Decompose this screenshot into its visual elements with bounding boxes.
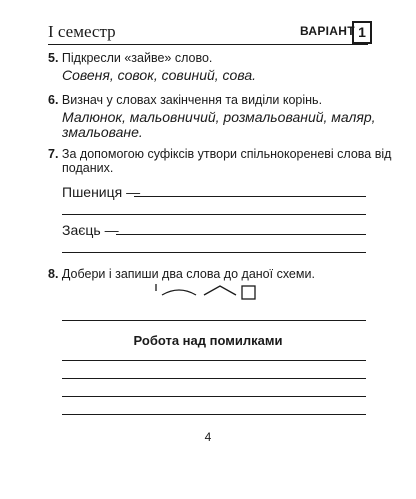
task-6-number: 6. xyxy=(48,93,59,107)
task-5 xyxy=(48,50,212,67)
task-7-number: 7. xyxy=(48,147,59,161)
variant-number: 1 xyxy=(352,21,372,44)
word-zaiets: Заєць — xyxy=(62,222,119,238)
task-6 xyxy=(48,92,322,109)
page-number: 4 xyxy=(204,430,212,444)
variant-label: ВАРІАНТ xyxy=(300,24,355,38)
ending-box xyxy=(242,286,255,299)
task-6-text: Визнач у словах закінчення та виділи корінь. xyxy=(61,93,323,107)
task-5-number: 5. xyxy=(48,51,59,65)
task-8-text: Добери і запиши два слова до даної схеми. xyxy=(61,267,315,281)
task-7-text-line1: За допомогою суфіксів утвори спільнокореневі слова від xyxy=(61,147,392,161)
answer-line[interactable] xyxy=(116,234,366,235)
answer-line[interactable] xyxy=(62,360,366,361)
task-7-text-line2: поданих. xyxy=(62,161,114,175)
semester-label: І семестр xyxy=(48,22,116,41)
errors-title: Робота над помилками xyxy=(133,333,283,348)
answer-line[interactable] xyxy=(62,320,366,321)
answer-line[interactable] xyxy=(62,378,366,379)
root-arc xyxy=(162,290,196,295)
task-8-number: 8. xyxy=(48,267,59,281)
word-scheme xyxy=(154,281,264,303)
task-6-words-line1: Малюнок, мальовничий, розмальований, маляр, xyxy=(62,109,376,125)
answer-line[interactable] xyxy=(62,252,366,253)
task-6-words-line2: змальоване. xyxy=(62,124,143,140)
header-divider xyxy=(48,44,368,45)
answer-line[interactable] xyxy=(62,396,366,397)
answer-line[interactable] xyxy=(62,414,366,415)
word-pshenytsia: Пшениця — xyxy=(62,184,141,200)
suffix-caret xyxy=(204,286,236,295)
answer-line[interactable] xyxy=(134,196,366,197)
task-5-text: Підкресли «зайве» слово. xyxy=(61,51,213,65)
answer-line[interactable] xyxy=(62,214,366,215)
task-5-words: Совеня, совок, совиний, сова. xyxy=(62,67,257,83)
